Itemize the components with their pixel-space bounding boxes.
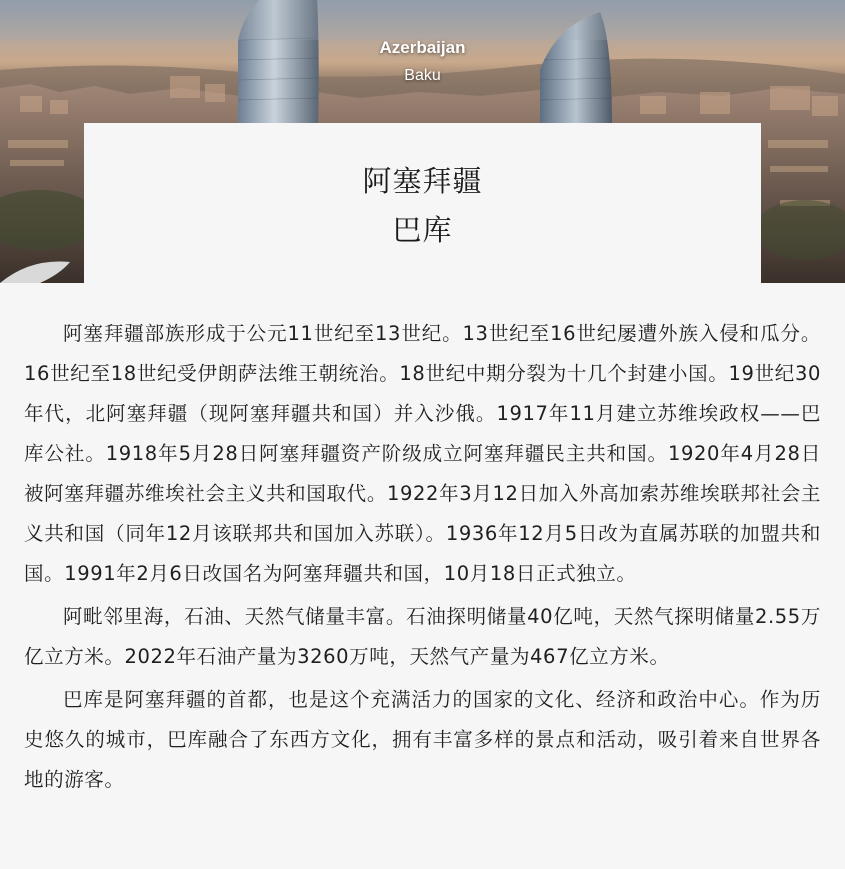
paragraph-history: 阿塞拜疆部族形成于公元11世纪至13世纪。13世纪至16世纪屡遭外族入侵和瓜分。16世纪至18世纪受伊朗萨法维王朝统治。18世纪中期分裂为十几个封建小国。19世纪30年代，北阿塞拜疆（现阿塞拜疆共和国）并入沙俄。1917年11月建立苏维埃政权——巴库公社。1918年5月28日阿塞拜疆资产阶级成立阿塞拜疆民主共和国。1920年4月28日被阿塞拜疆苏维埃社会主义共和国取代。1922年3月12日加入外高加索苏维埃联邦社会主义共和国（同年12月该联邦共和国加入苏联）。1936年12月5日改为直属苏联的加盟共和国。1991年2月6日改国名为阿塞拜疆共和国，10月18日正式独立。 [24, 322, 821, 585]
article-body [24, 314, 821, 803]
paragraph-baku: 巴库是阿塞拜疆的首都，也是这个充满活力的国家的文化、经济和政治中心。作为历史悠久的城市，巴库融合了东西方文化，拥有丰富多样的景点和活动，吸引着来自世界各地的游客。 [24, 688, 821, 791]
page-title-city: 巴库 [392, 213, 453, 247]
page-title-country: 阿塞拜疆 [362, 164, 483, 198]
paragraph-resources: 阿毗邻里海，石油、天然气储量丰富。石油探明储量40亿吨，天然气探明储量2.55万亿立方米。2022年石油产量为3260万吨，天然气产量为467亿立方米。 [24, 605, 821, 668]
hero-city-english: Baku [404, 67, 441, 84]
hero-country-english: Azerbaijan [379, 38, 466, 57]
title-card [84, 123, 761, 283]
hero-banner [0, 0, 845, 283]
